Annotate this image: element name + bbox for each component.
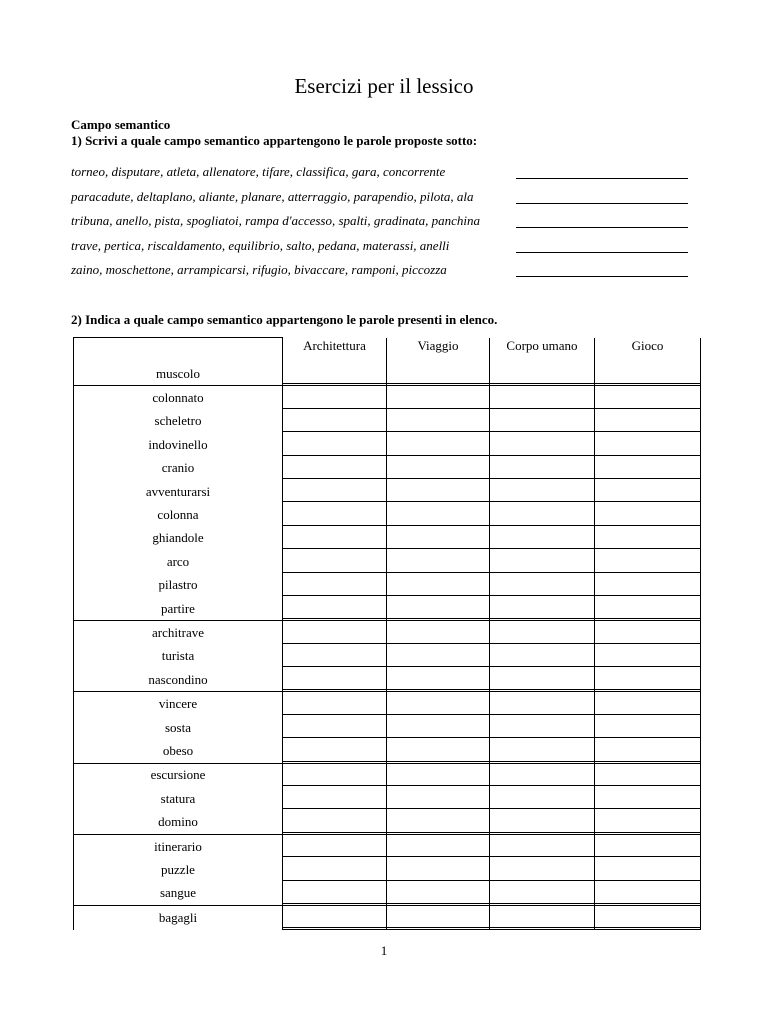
table-row <box>74 597 701 621</box>
answer-cell[interactable] <box>283 597 387 621</box>
column-header: Gioco <box>595 338 701 363</box>
answer-cell[interactable] <box>283 739 387 763</box>
answer-cell[interactable] <box>387 480 490 503</box>
word-cell: avventurarsi <box>74 480 283 503</box>
table-row <box>74 621 701 645</box>
word-cell: partire <box>74 597 283 621</box>
answer-cell[interactable] <box>283 457 387 480</box>
table-body <box>74 362 701 930</box>
word-cell: muscolo <box>74 362 283 386</box>
answer-cell[interactable] <box>283 410 387 433</box>
answer-cell[interactable] <box>490 480 595 503</box>
answer-cell[interactable] <box>490 457 595 480</box>
answer-cell[interactable] <box>490 692 595 716</box>
table-row <box>74 858 701 881</box>
answer-cell[interactable] <box>595 692 701 716</box>
table-row <box>74 739 701 763</box>
answer-cell[interactable] <box>283 834 387 858</box>
table-row <box>74 550 701 573</box>
page-number: 1 <box>380 943 388 958</box>
answer-cell[interactable] <box>595 574 701 597</box>
exercise1-list <box>71 162 711 285</box>
answer-cell[interactable] <box>490 386 595 410</box>
table-row <box>74 527 701 550</box>
answer-cell[interactable] <box>595 668 701 692</box>
answer-cell[interactable] <box>283 550 387 573</box>
answer-cell[interactable] <box>490 739 595 763</box>
answer-cell[interactable] <box>490 410 595 433</box>
answer-cell[interactable] <box>387 597 490 621</box>
column-header: Corpo umano <box>490 338 595 363</box>
word-cell: turista <box>74 645 283 668</box>
answer-cell[interactable] <box>595 787 701 810</box>
answer-cell[interactable] <box>387 410 490 433</box>
word-cell: sosta <box>74 716 283 739</box>
word-cell: architrave <box>74 621 283 645</box>
answer-cell[interactable] <box>595 716 701 739</box>
answer-cell[interactable] <box>595 503 701 526</box>
answer-blank[interactable] <box>516 227 688 228</box>
word-cell: bagagli <box>74 905 283 929</box>
answer-cell[interactable] <box>595 550 701 573</box>
answer-cell[interactable] <box>490 621 595 645</box>
word-cell: itinerario <box>74 834 283 858</box>
answer-cell[interactable] <box>283 621 387 645</box>
answer-cell[interactable] <box>387 645 490 668</box>
answer-cell[interactable] <box>283 763 387 787</box>
answer-cell[interactable] <box>490 433 595 456</box>
table-row <box>74 574 701 597</box>
word-cell: puzzle <box>74 858 283 881</box>
exercise2-heading: 2) Indica a quale campo semantico appartengono le parole presenti in elenco. <box>71 312 498 327</box>
exercise1-words: zaino, moschettone, arrampicarsi, rifugio, bivaccare, ramponi, piccozza <box>71 262 447 277</box>
table-row <box>74 763 701 787</box>
answer-cell[interactable] <box>490 716 595 739</box>
table-row <box>74 410 701 433</box>
answer-cell[interactable] <box>490 882 595 906</box>
exercise1-heading: 1) Scrivi a quale campo semantico appartengono le parole proposte sotto: <box>71 133 478 148</box>
exercise1-words: paracadute, deltaplano, aliante, planare, atterraggio, parapendio, pilota, ala <box>71 188 474 204</box>
answer-cell[interactable] <box>283 858 387 881</box>
word-cell: obeso <box>74 739 283 763</box>
answer-cell[interactable] <box>490 362 595 386</box>
classification-table <box>73 337 701 930</box>
answer-cell[interactable] <box>283 905 387 929</box>
answer-cell[interactable] <box>595 410 701 433</box>
answer-cell[interactable] <box>595 739 701 763</box>
answer-cell[interactable] <box>283 692 387 716</box>
answer-cell[interactable] <box>283 433 387 456</box>
answer-cell[interactable] <box>595 621 701 645</box>
answer-cell[interactable] <box>595 763 701 787</box>
answer-cell[interactable] <box>490 787 595 810</box>
answer-cell[interactable] <box>387 503 490 526</box>
exercise1-line <box>71 162 711 187</box>
answer-cell[interactable] <box>387 763 490 787</box>
answer-cell[interactable] <box>283 882 387 906</box>
answer-cell[interactable] <box>595 882 701 906</box>
answer-cell[interactable] <box>387 882 490 906</box>
answer-blank[interactable] <box>516 203 688 204</box>
answer-cell[interactable] <box>387 574 490 597</box>
table-row <box>74 433 701 456</box>
table-row <box>74 787 701 810</box>
answer-cell[interactable] <box>490 905 595 929</box>
table-row <box>74 716 701 739</box>
word-cell: sangue <box>74 882 283 906</box>
word-cell: colonnato <box>74 386 283 410</box>
answer-cell[interactable] <box>490 763 595 787</box>
answer-cell[interactable] <box>387 787 490 810</box>
exercise1-line <box>71 260 711 285</box>
word-cell: ghiandole <box>74 527 283 550</box>
answer-cell[interactable] <box>283 645 387 668</box>
answer-cell[interactable] <box>387 692 490 716</box>
answer-cell[interactable] <box>387 527 490 550</box>
answer-cell[interactable] <box>283 503 387 526</box>
word-cell: domino <box>74 810 283 834</box>
table-row <box>74 480 701 503</box>
page-title: Esercizi per il lessico <box>294 74 474 98</box>
answer-cell[interactable] <box>595 597 701 621</box>
table-row <box>74 503 701 526</box>
table-row <box>74 386 701 410</box>
answer-cell[interactable] <box>595 527 701 550</box>
table-row <box>74 692 701 716</box>
word-cell: nascondino <box>74 668 283 692</box>
answer-cell[interactable] <box>595 362 701 386</box>
answer-cell[interactable] <box>283 787 387 810</box>
table-row <box>74 882 701 906</box>
answer-cell[interactable] <box>387 457 490 480</box>
answer-cell[interactable] <box>490 858 595 881</box>
answer-cell[interactable] <box>490 810 595 834</box>
answer-cell[interactable] <box>283 810 387 834</box>
answer-cell[interactable] <box>283 716 387 739</box>
answer-cell[interactable] <box>595 386 701 410</box>
answer-cell[interactable] <box>283 362 387 386</box>
answer-cell[interactable] <box>595 457 701 480</box>
answer-cell[interactable] <box>490 668 595 692</box>
answer-cell[interactable] <box>387 739 490 763</box>
table-row <box>74 457 701 480</box>
table-row <box>74 668 701 692</box>
exercise1-words: trave, pertica, riscaldamento, equilibrio, salto, pedana, materassi, anelli <box>71 237 450 253</box>
answer-cell[interactable] <box>387 905 490 929</box>
table-row <box>74 905 701 929</box>
table-row <box>74 645 701 668</box>
answer-cell[interactable] <box>490 527 595 550</box>
exercise1-words: tribuna, anello, pista, spogliatoi, rampa d'accesso, spalti, gradinata, panchina <box>71 213 481 228</box>
exercise1-line <box>71 211 711 236</box>
answer-cell[interactable] <box>490 597 595 621</box>
answer-cell[interactable] <box>490 834 595 858</box>
answer-cell[interactable] <box>283 386 387 410</box>
word-cell: pilastro <box>74 574 283 597</box>
answer-cell[interactable] <box>387 668 490 692</box>
answer-cell[interactable] <box>387 858 490 881</box>
answer-cell[interactable] <box>387 550 490 573</box>
answer-cell[interactable] <box>595 834 701 858</box>
word-cell: escursione <box>74 763 283 787</box>
answer-cell[interactable] <box>595 645 701 668</box>
word-cell: colonna <box>74 503 283 526</box>
answer-cell[interactable] <box>490 550 595 573</box>
answer-cell[interactable] <box>387 386 490 410</box>
answer-blank[interactable] <box>516 276 688 277</box>
answer-cell[interactable] <box>283 480 387 503</box>
answer-cell[interactable] <box>595 480 701 503</box>
answer-cell[interactable] <box>387 834 490 858</box>
column-header: Architettura <box>283 338 387 363</box>
word-cell: statura <box>74 787 283 810</box>
answer-blank[interactable] <box>516 252 688 253</box>
word-cell: scheletro <box>74 410 283 433</box>
answer-cell[interactable] <box>595 905 701 929</box>
answer-cell[interactable] <box>387 433 490 456</box>
exercise1-line <box>71 236 711 261</box>
answer-cell[interactable] <box>387 621 490 645</box>
word-cell: indovinello <box>74 433 283 456</box>
answer-cell[interactable] <box>490 645 595 668</box>
word-cell: arco <box>74 550 283 573</box>
answer-cell[interactable] <box>595 858 701 881</box>
answer-cell[interactable] <box>283 527 387 550</box>
word-cell: cranio <box>74 457 283 480</box>
answer-cell[interactable] <box>490 503 595 526</box>
table-row <box>74 810 701 834</box>
answer-cell[interactable] <box>387 810 490 834</box>
word-cell: vincere <box>74 692 283 716</box>
answer-cell[interactable] <box>283 668 387 692</box>
column-header: Viaggio <box>387 338 490 363</box>
answer-cell[interactable] <box>595 433 701 456</box>
header-blank <box>74 338 283 363</box>
exercise1-words: torneo, disputare, atleta, allenatore, tifare, classifica, gara, concorrente <box>71 164 446 179</box>
answer-cell[interactable] <box>595 810 701 834</box>
answer-cell[interactable] <box>490 574 595 597</box>
answer-blank[interactable] <box>516 178 688 179</box>
answer-cell[interactable] <box>387 362 490 386</box>
table-row <box>74 362 701 386</box>
table-row <box>74 834 701 858</box>
answer-cell[interactable] <box>283 574 387 597</box>
exercise1-line <box>71 187 711 212</box>
section-label: Campo semantico <box>71 117 171 132</box>
table-header-row <box>74 338 701 363</box>
answer-cell[interactable] <box>387 716 490 739</box>
